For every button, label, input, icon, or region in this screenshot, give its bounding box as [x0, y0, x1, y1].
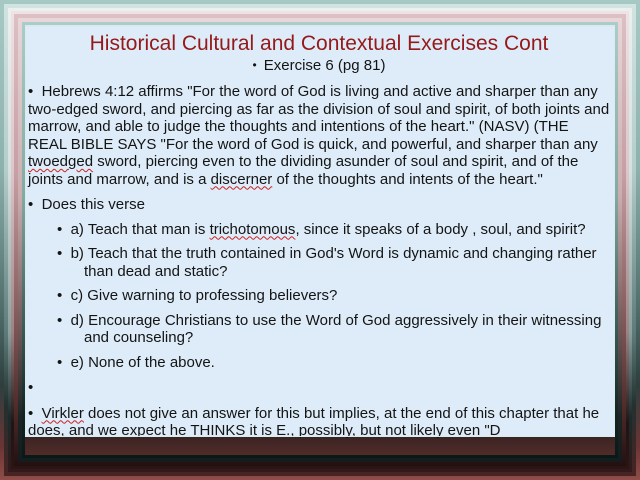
bullet-icon: • [252, 58, 257, 72]
bullet-paragraph: • Virkler does not give an answer for this but implies, at the end of this chapter that he does, and we expect he THINKS it is E., possibly, but not likely even "D [28, 404, 600, 439]
bullet-paragraph: • a) Teach that man is trichotomous, since it speaks of a body , soul, and spirit? [57, 220, 586, 238]
misspelled-word: Virkler [41, 404, 84, 422]
misspelled-word: twoedged [28, 153, 94, 170]
misspelled-word: trichotomous [209, 220, 296, 238]
misspelled-word: discerner [210, 170, 273, 188]
bullet-paragraph: • e) None of the above. [57, 353, 215, 371]
slide-subtitle [28, 56, 610, 75]
slide-title: Historical Cultural and Contextual Exercises Cont [89, 32, 549, 55]
slide-canvas [26, 27, 614, 439]
bullet-paragraph: • d) Encourage Christians to use the Word of God aggressively in their witnessing and counseling? [57, 311, 602, 346]
bullet-paragraph: • b) Teach that the truth contained in God's Word is dynamic and changing rather than dead and static? [57, 245, 597, 280]
subtitle-text: Exercise 6 (pg 81) [263, 57, 386, 74]
bullet-paragraph: • Does this verse [28, 196, 145, 213]
bullet-paragraph: • Hebrews 4:12 affirms "For the word of God is living and active and sharper than any two-edged sword, and piercing as far as the division of soul and spirit, of both joints and marrow, and able to judge the thoughts and intentions of the heart." (NASV) (THE REAL BIBLE SAYS "For the word of God is quick, and powerful, and sharper than any twoedged sword, piercing even to the dividing asunder of soul and spirit, and of the joints and marrow, and is a discerner of the thoughts and intents of the heart." [28, 83, 610, 188]
bullet-paragraph: • c) Give warning to professing believers? [57, 287, 338, 304]
bullet-paragraph: • [28, 379, 38, 396]
slide-body [28, 83, 610, 440]
